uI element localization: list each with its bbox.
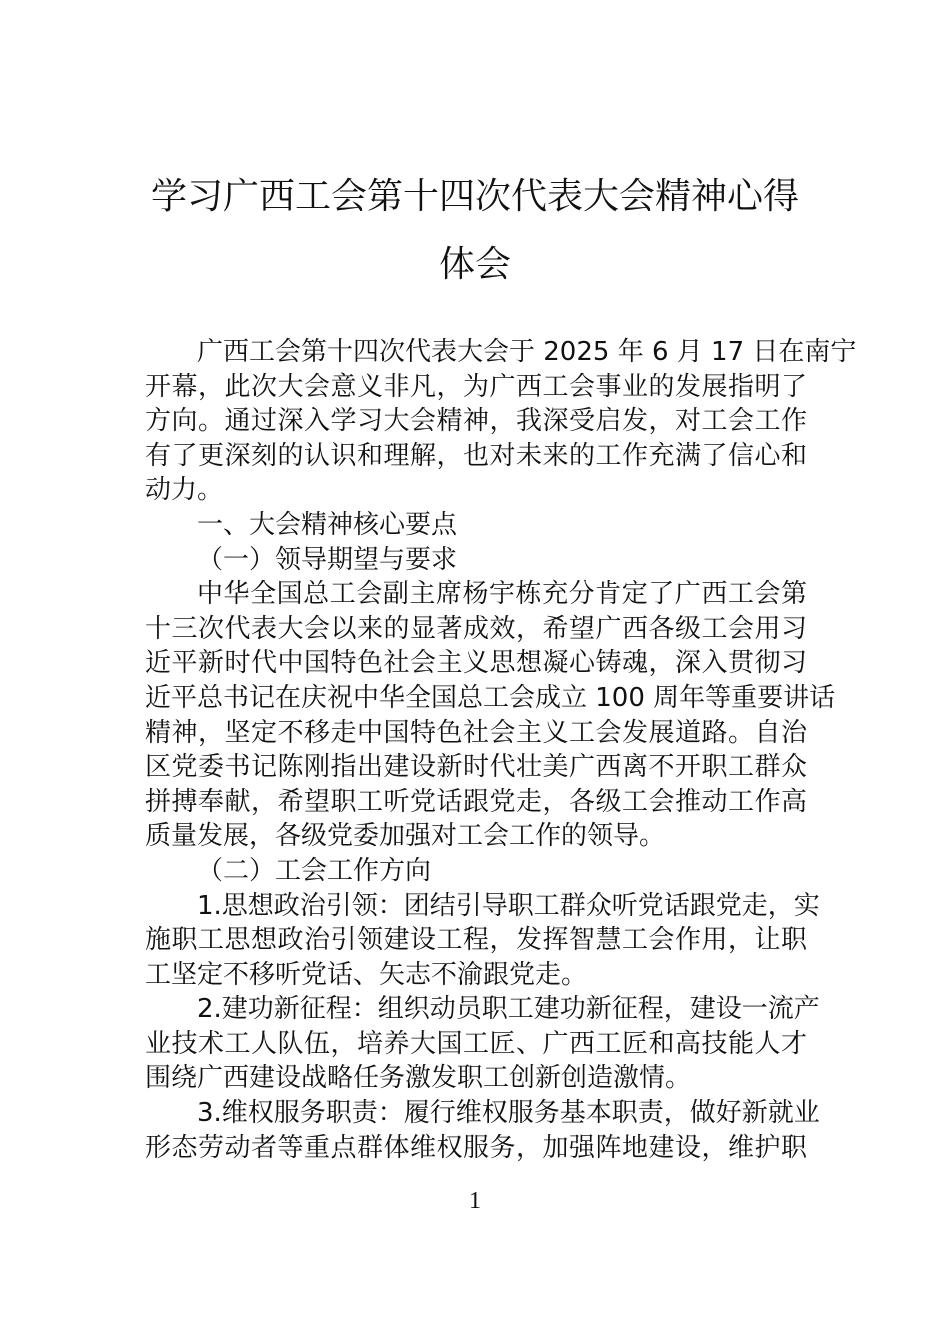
text-line: 区党委书记陈刚指出建设新时代壮美广西离不开职工群众: [145, 752, 807, 783]
text-line: 有了更深刻的认识和理解，也对未来的工作充满了信心和: [145, 440, 807, 471]
text-line: 2.建功新征程：组织动员职工建功新征程，建设一流产: [197, 994, 820, 1025]
text-line: 拼搏奉献，希望职工听党话跟党走，各级工会推动工作高: [145, 786, 807, 817]
text-line: 施职工思想政治引领建设工程，发挥智慧工会作用，让职: [145, 925, 807, 956]
title-line: 体会: [438, 244, 511, 285]
text-line: 一、大会精神核心要点: [197, 509, 458, 540]
text-line: 3.维权服务职责：履行维权服务基本职责，做好新就业: [197, 1098, 820, 1129]
document-body: [145, 335, 857, 1165]
page-number: 1: [469, 1188, 481, 1214]
text-line: 形态劳动者等重点群体维权服务，加强阵地建设，维护职: [145, 1132, 807, 1163]
paragraph: [145, 889, 820, 993]
text-line: 精神，坚定不移走中国特色社会主义工会发展道路。自治: [145, 717, 807, 748]
document-title: [0, 163, 950, 299]
text-line: 十三次代表大会以来的显著成效，希望广西各级工会用习: [145, 613, 807, 644]
text-line: 广西工会第十四次代表大会于 2025 年 6 月 17 日在南宁: [197, 337, 857, 367]
text-line: 近平总书记在庆祝中华全国总工会成立 100 周年等重要讲话: [145, 682, 836, 713]
paragraph: [145, 577, 836, 854]
paragraph: [145, 543, 807, 578]
text-line: 动力。: [145, 475, 224, 506]
paragraph: [145, 854, 807, 889]
text-line: 近平新时代中国特色社会主义思想凝心铸魂，深入贯彻习: [145, 648, 807, 679]
paragraph: [145, 508, 807, 543]
text-line: 业技术工人队伍，培养大国工匠、广西工匠和高技能人才: [145, 1028, 807, 1059]
paragraph: [145, 992, 820, 1096]
paragraph: [145, 335, 857, 508]
text-line: 围绕广西建设战略任务激发职工创新创造激情。: [145, 1063, 692, 1094]
text-line: 中华全国总工会副主席杨宇栋充分肯定了广西工会第: [197, 579, 807, 610]
text-line: （一）领导期望与要求: [197, 544, 458, 575]
title-line: 学习广西工会第十四次代表大会精神心得: [150, 176, 799, 217]
text-line: 工坚定不移听党话、矢志不渝跟党走。: [145, 959, 588, 990]
text-line: 开幕，此次大会意义非凡，为广西工会事业的发展指明了: [145, 371, 807, 402]
text-line: 质量发展，各级党委加强对工会工作的领导。: [145, 821, 666, 852]
paragraph: [145, 1096, 820, 1165]
text-line: 方向。通过深入学习大会精神，我深受启发，对工会工作: [145, 406, 807, 437]
text-line: （二）工会工作方向: [197, 855, 432, 886]
text-line: 1.思想政治引领：团结引导职工群众听党话跟党走，实: [197, 890, 820, 921]
